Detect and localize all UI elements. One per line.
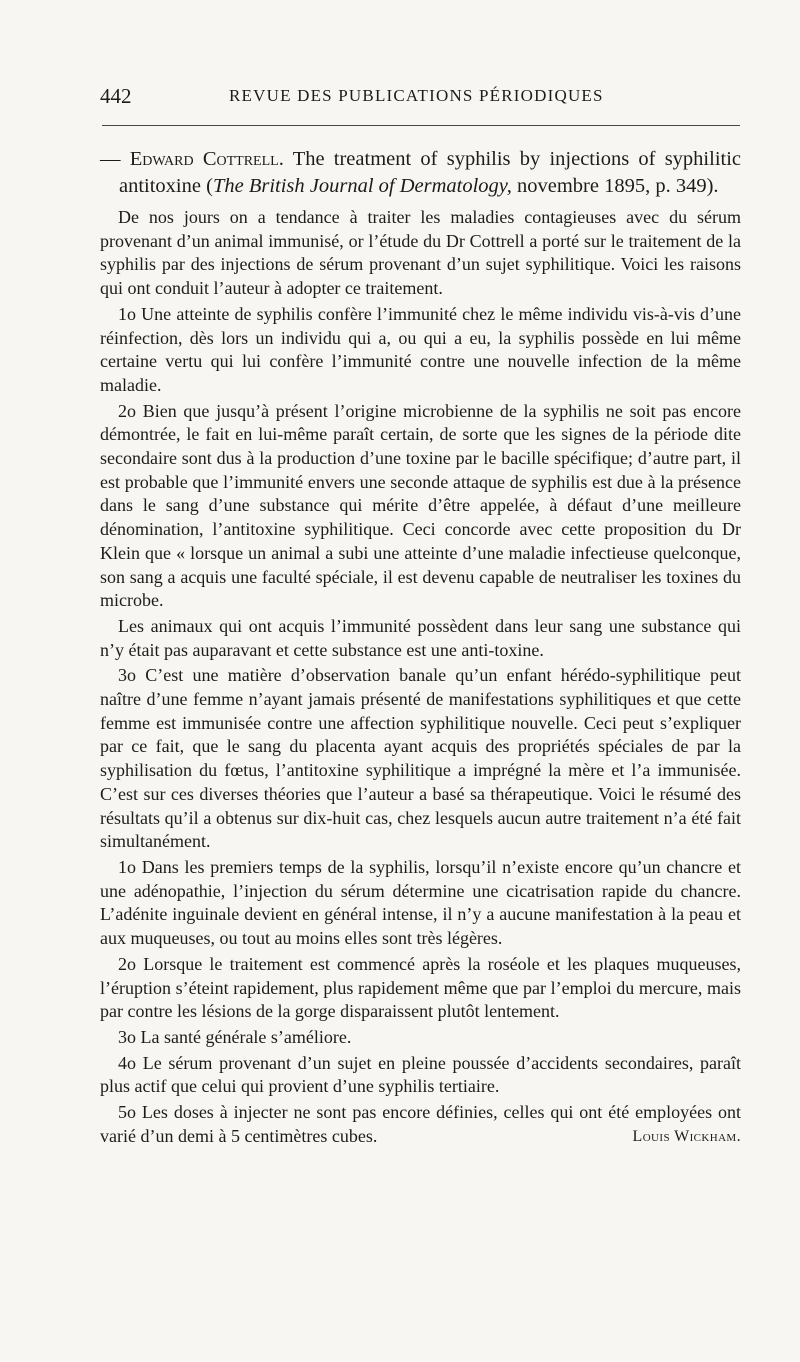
author-signature: Louis Wickham. (632, 1127, 741, 1145)
paragraph-reason-2: 2o Bien que jusqu’à présent l’origine microbienne de la syphilis ne soit pas encore démontrée, le fait en lui-même paraît certain, de sorte que les signes de la période dite secondaire sont dus à la production d’une toxine par le bacille spécifique; d’autre part, il est probable que l’immunité envers une seconde attaque de syphilis est due à la présence dans le sang d’une substance qui mérite d’être appelée, à défaut d’une meilleure dénomination, l’antitoxine syphilitique. Ceci concorde avec cette proposition du Dr Klein que « lorsque un animal a subi une atteinte d’une maladie infectieuse quelconque, son sang a acquis une faculté spéciale, il est devenu capable de neutraliser les toxines du microbe. (100, 400, 741, 611)
page-number: 442 (100, 84, 132, 108)
citation-details: novembre 1895, p. 349). (511, 175, 719, 197)
paragraph-result-3: 3o La santé générale s’améliore. (118, 1026, 352, 1047)
header-rule (102, 125, 740, 126)
paragraph-result-5 (100, 1101, 741, 1148)
article-title: The treatment of syphilis by injections of syphilitic antitoxine ( (119, 148, 742, 197)
paragraph-intro: De nos jours on a tendance à traiter les maladies contagieuses avec du sérum provenant d’un animal immunisé, or l’étude du Dr Cottrell a porté sur le traitement de la syphilis par des injections de sérum provenant d’un sujet syphilitique. Voici les raisons qui ont conduit l’auteur à adopter ce traitement. (100, 207, 741, 299)
paragraph-result-4: 4o Le sérum provenant d’un sujet en pleine poussée d’accidents secondaires, paraît plus actif que celui qui provient d’une syphilis tertiaire. (100, 1052, 741, 1097)
paragraph-reason-3: 3o C’est une matière d’observation banale qu’un enfant hérédo-syphilitique peut naître d’une femme n’ayant jamais présenté de manifestations syphilitiques et que cette femme est immunisée contre une affection syphilitique nouvelle. Ceci peut s’expliquer par ce fait, que le sang du placenta ayant acquis des propriétés spéciales de par la syphilisation du fœtus, l’antitoxine syphilitique a imprégné la mère et l’a immunisée. C’est sur ces diverses théories que l’auteur a basé sa thérapeutique. Voici le résumé des résultats qu’il a obtenus sur dix-huit cas, chez lesquels aucun autre traitement n’a été fait simultanément. (100, 665, 741, 852)
entry-dash: — (100, 148, 121, 170)
paragraph-result-2: 2o Lorsque le traitement est commencé après la roséole et les plaques muqueuses, l’éruption s’éteint rapidement, plus rapidement même que par l’emploi du mercure, mais par contre les lésions de la gorge disparaissent plutôt lentement. (100, 953, 741, 1022)
author-name: Edward Cottrell. (129, 148, 284, 170)
article-body (100, 146, 741, 1150)
paragraph-quote-continued: Les animaux qui ont acquis l’immunité possèdent dans leur sang une substance qui n’y était pas auparavant et cette substance est une anti-toxine. (100, 615, 741, 660)
paragraph-result-1: 1o Dans les premiers temps de la syphilis, lorsqu’il n’existe encore qu’un chancre et une adénopathie, l’injection du sérum détermine une cicatrisation rapide du chancre. L’adénite inguinale devient en général intense, il n’y a aucune manifestation à la peau et aux muqueuses, ou tout au moins elles sont très légères. (100, 856, 741, 949)
running-title: REVUE DES PUBLICATIONS PÉRIODIQUES (229, 86, 604, 105)
paragraph-reason-1: 1o Une atteinte de syphilis confère l’immunité chez le même individu vis-à-vis d’une réinfection, dès lors un individu qui a, ou qui a eu, la syphilis possède en lui même certaine vertu qui lui confère l’immunité contre une nouvelle infection de la même maladie. (100, 303, 741, 395)
journal-name: The British Journal of Dermatology, (212, 175, 512, 197)
paragraph-result-5-text: 5o Les doses à injecter ne sont pas encore définies, celles qui ont été employées ont varié d’un demi à 5 centimètres cubes. (100, 1102, 741, 1146)
page-header (100, 84, 740, 114)
entry-heading (100, 146, 741, 200)
